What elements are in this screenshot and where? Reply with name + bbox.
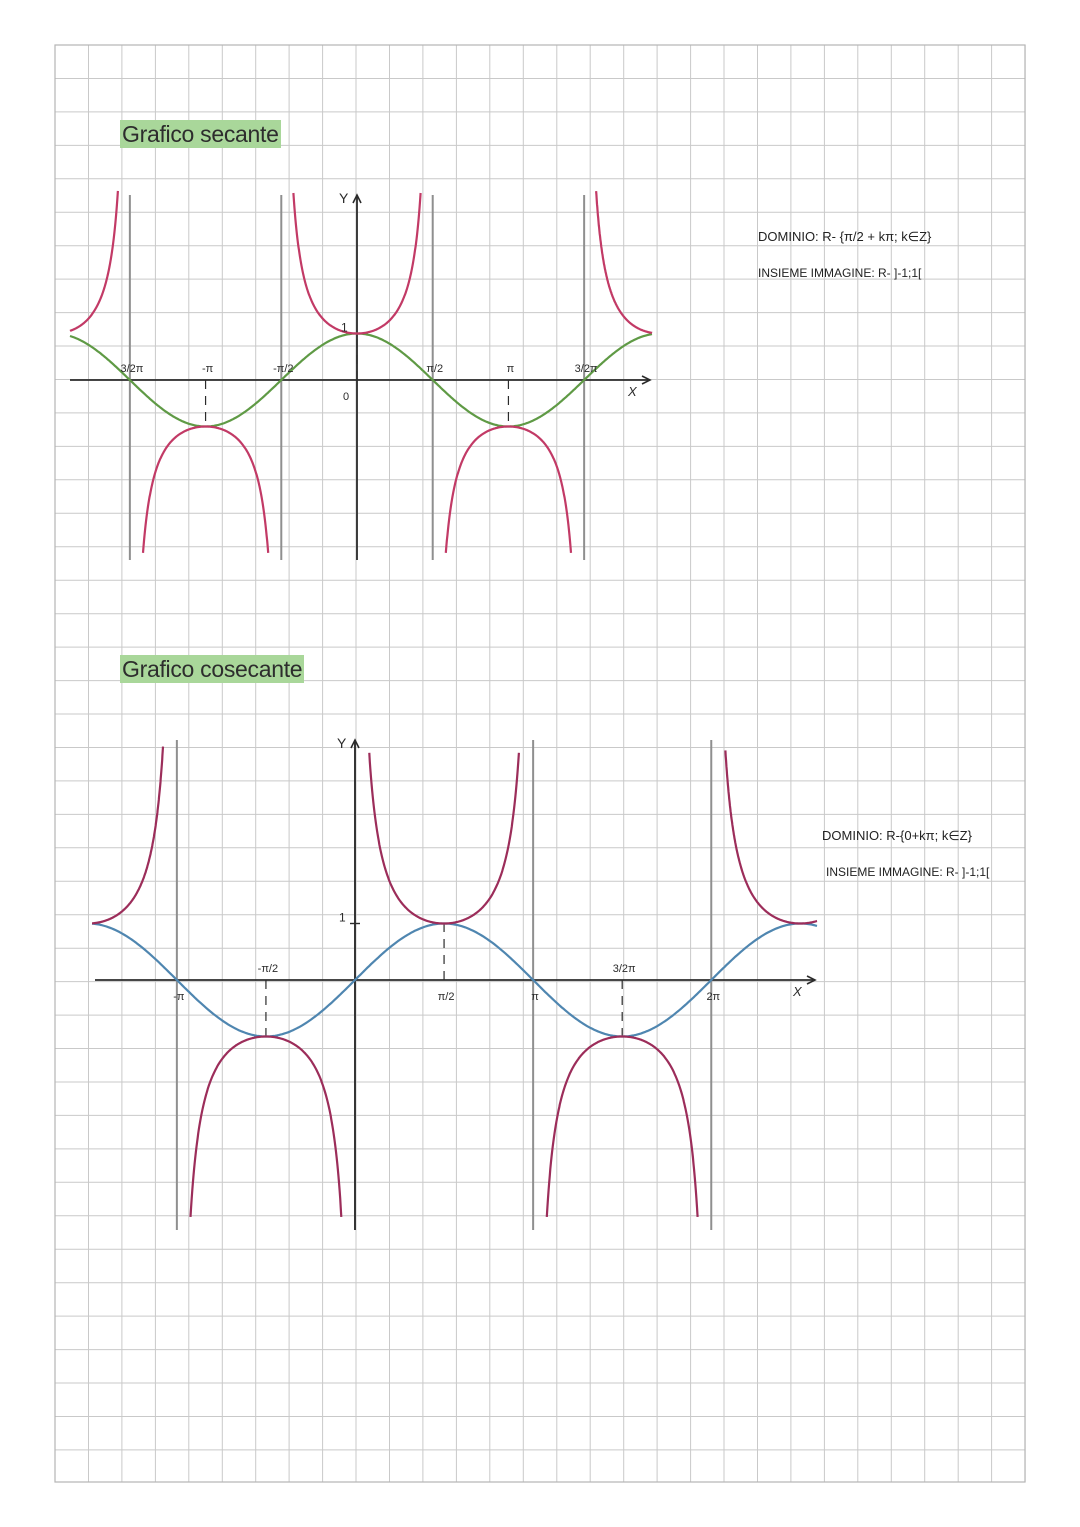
secant-title: Grafico secante (122, 121, 279, 147)
x-tick-label: 3/2π (120, 363, 144, 375)
x-tick-label: π (506, 363, 515, 375)
csc-branch (369, 753, 519, 924)
x-tick-label: -π (173, 991, 185, 1003)
cosecant-title: Grafico cosecante (122, 656, 303, 682)
x-tick-label: π/2 (437, 991, 455, 1003)
x-tick-label: 3/2π (612, 963, 636, 975)
x-tick-label: 2π (706, 991, 721, 1003)
x-tick-label: 3/2π (574, 363, 598, 375)
sec-branch (143, 427, 268, 553)
secant-image-note: INSIEME IMMAGINE: R- ]-1;1[ (758, 266, 922, 280)
y-tick-label: 1 (339, 910, 346, 925)
x-tick-label: π/2 (426, 363, 444, 375)
x-tick-label: -π (201, 363, 214, 375)
x-axis-label: X (793, 984, 802, 999)
csc-branch (725, 750, 817, 923)
y-axis-label: Y (337, 735, 347, 751)
grid-border (55, 45, 1025, 1482)
sec-branch (446, 427, 571, 553)
cosecant-axes (95, 735, 815, 1230)
csc-branch (547, 1037, 698, 1217)
cosecant-image-note: INSIEME IMMAGINE: R- ]-1;1[ (826, 865, 990, 879)
y-tick-label: 1 (341, 320, 348, 335)
csc-branch (92, 747, 163, 924)
csc-branch (191, 1037, 342, 1217)
cosecant-domain-note: DOMINIO: R-{0+kπ; k∈Z} (822, 828, 972, 843)
cosecant-asymptotes (177, 740, 711, 1230)
grid-lines (55, 45, 1025, 1482)
x-tick-label: π (531, 991, 539, 1003)
x-axis-label: X (628, 384, 637, 399)
secant-domain-note: DOMINIO: R- {π/2 + kπ; k∈Z} (758, 229, 932, 244)
y-axis-label: Y (339, 190, 349, 206)
cosecant-chart (92, 735, 817, 1230)
x-tick-label: -π/2 (257, 963, 279, 975)
x-tick-label: 0 (343, 391, 350, 403)
x-tick-label: -π/2 (273, 363, 294, 375)
